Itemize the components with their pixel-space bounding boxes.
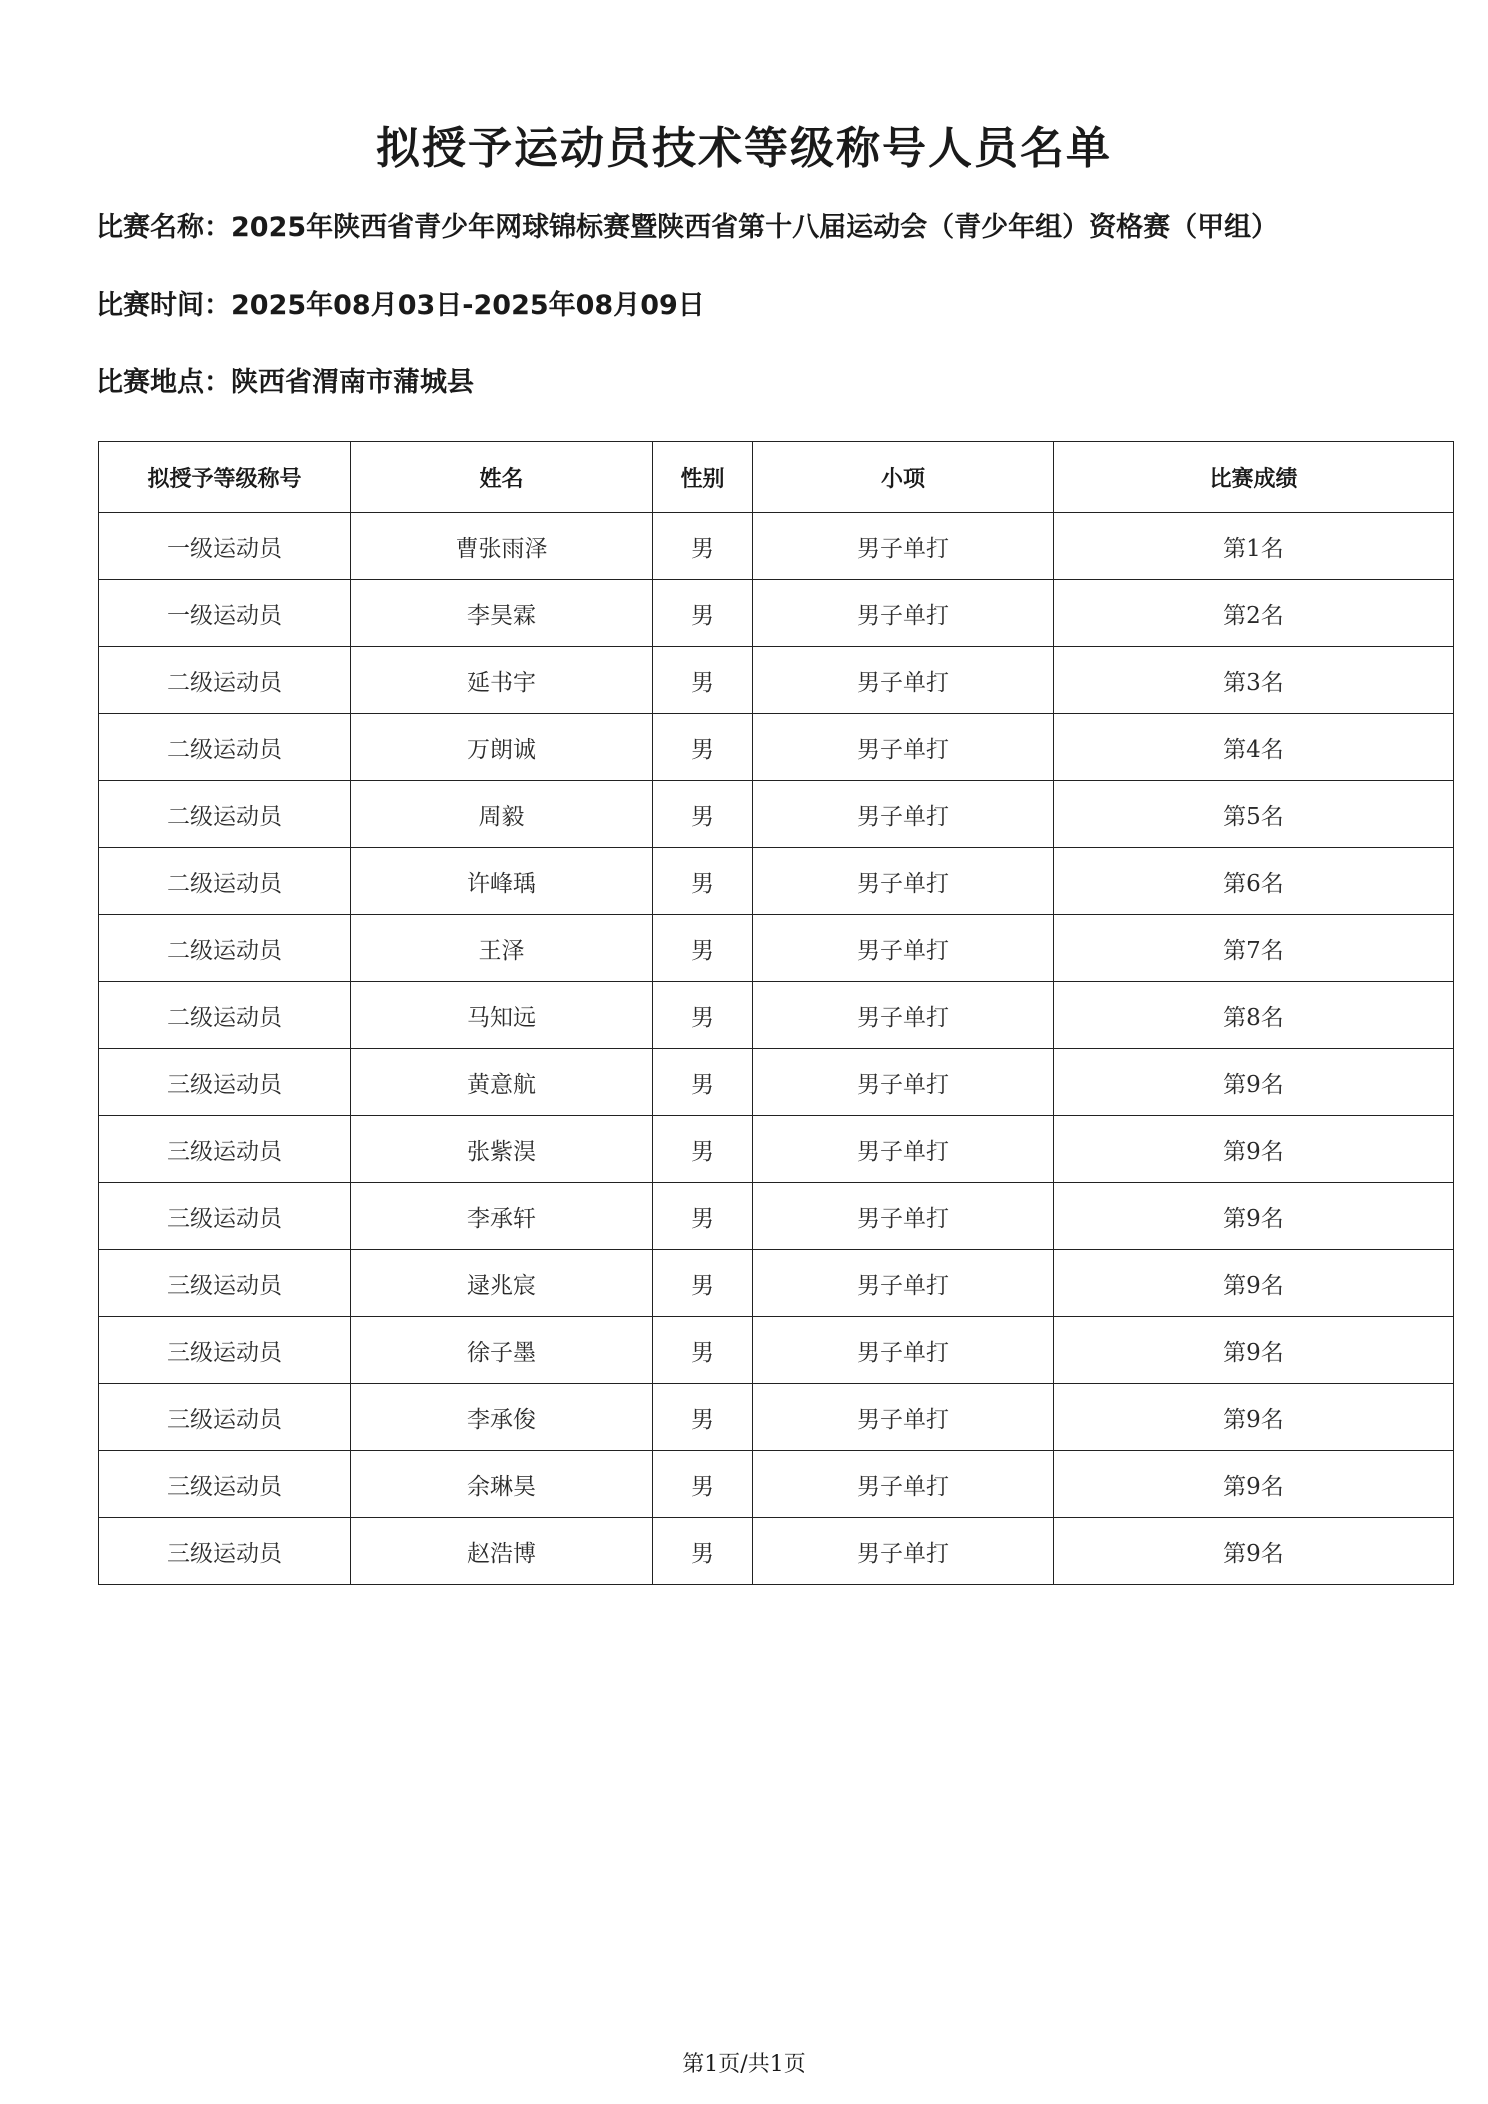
cell-event: 男子单打 [753, 781, 1054, 848]
table-row [99, 1049, 1454, 1116]
cell-event: 男子单打 [753, 848, 1054, 915]
cell-grade: 二级运动员 [99, 915, 351, 982]
cell-result: 第2名 [1054, 580, 1454, 647]
cell-name: 延书宇 [351, 647, 653, 714]
cell-name: 许峰瑀 [351, 848, 653, 915]
cell-event: 男子单打 [753, 915, 1054, 982]
cell-name: 李承俊 [351, 1384, 653, 1451]
cell-grade: 二级运动员 [99, 781, 351, 848]
cell-name: 李承轩 [351, 1183, 653, 1250]
competition-place: 比赛地点：陕西省渭南市蒲城县 [96, 367, 474, 398]
cell-event: 男子单打 [753, 1183, 1054, 1250]
cell-gender: 男 [653, 1317, 753, 1384]
cell-event: 男子单打 [753, 580, 1054, 647]
cell-grade: 一级运动员 [99, 580, 351, 647]
table-row [99, 848, 1454, 915]
cell-result: 第9名 [1054, 1317, 1454, 1384]
cell-grade: 三级运动员 [99, 1384, 351, 1451]
cell-result: 第7名 [1054, 915, 1454, 982]
cell-event: 男子单打 [753, 1250, 1054, 1317]
cell-event: 男子单打 [753, 714, 1054, 781]
cell-gender: 男 [653, 915, 753, 982]
table-row [99, 915, 1454, 982]
cell-name: 余琳昊 [351, 1451, 653, 1518]
cell-result: 第9名 [1054, 1250, 1454, 1317]
cell-event: 男子单打 [753, 1518, 1054, 1585]
cell-event: 男子单打 [753, 982, 1054, 1049]
cell-name: 周毅 [351, 781, 653, 848]
cell-event: 男子单打 [753, 1317, 1054, 1384]
cell-result: 第6名 [1054, 848, 1454, 915]
athlete-roster-table [98, 441, 1454, 1585]
header-gender: 性别 [653, 442, 753, 513]
cell-gender: 男 [653, 647, 753, 714]
document-title: 拟授予运动员技术等级称号人员名单 [376, 123, 1112, 174]
cell-name: 曹张雨泽 [351, 513, 653, 580]
cell-result: 第9名 [1054, 1049, 1454, 1116]
table-row [99, 982, 1454, 1049]
cell-result: 第9名 [1054, 1116, 1454, 1183]
cell-gender: 男 [653, 1250, 753, 1317]
cell-gender: 男 [653, 848, 753, 915]
competition-name: 比赛名称：2025年陕西省青少年网球锦标赛暨陕西省第十八届运动会（青少年组）资格赛（甲组） [96, 212, 1279, 243]
cell-name: 逯兆宸 [351, 1250, 653, 1317]
cell-result: 第1名 [1054, 513, 1454, 580]
cell-gender: 男 [653, 1183, 753, 1250]
cell-grade: 三级运动员 [99, 1518, 351, 1585]
cell-event: 男子单打 [753, 1451, 1054, 1518]
cell-name: 王泽 [351, 915, 653, 982]
table-row [99, 1451, 1454, 1518]
cell-gender: 男 [653, 1384, 753, 1451]
cell-grade: 三级运动员 [99, 1183, 351, 1250]
cell-result: 第9名 [1054, 1518, 1454, 1585]
cell-gender: 男 [653, 781, 753, 848]
cell-result: 第9名 [1054, 1451, 1454, 1518]
cell-event: 男子单打 [753, 647, 1054, 714]
cell-gender: 男 [653, 513, 753, 580]
cell-gender: 男 [653, 1049, 753, 1116]
cell-result: 第4名 [1054, 714, 1454, 781]
cell-grade: 二级运动员 [99, 647, 351, 714]
cell-name: 马知远 [351, 982, 653, 1049]
cell-grade: 一级运动员 [99, 513, 351, 580]
cell-event: 男子单打 [753, 513, 1054, 580]
cell-grade: 三级运动员 [99, 1250, 351, 1317]
table-row [99, 1116, 1454, 1183]
table-row [99, 580, 1454, 647]
table-row [99, 714, 1454, 781]
table-row [99, 781, 1454, 848]
cell-grade: 三级运动员 [99, 1049, 351, 1116]
cell-gender: 男 [653, 1518, 753, 1585]
table-row [99, 1250, 1454, 1317]
cell-result: 第5名 [1054, 781, 1454, 848]
table-row [99, 647, 1454, 714]
table-body [99, 513, 1454, 1585]
header-name: 姓名 [351, 442, 653, 513]
cell-grade: 二级运动员 [99, 982, 351, 1049]
page-indicator: 第1页/共1页 [682, 2052, 806, 2077]
cell-grade: 二级运动员 [99, 848, 351, 915]
cell-gender: 男 [653, 1116, 753, 1183]
cell-event: 男子单打 [753, 1384, 1054, 1451]
cell-gender: 男 [653, 982, 753, 1049]
cell-result: 第9名 [1054, 1183, 1454, 1250]
table-row [99, 1317, 1454, 1384]
cell-grade: 二级运动员 [99, 714, 351, 781]
cell-event: 男子单打 [753, 1049, 1054, 1116]
competition-time: 比赛时间：2025年08月03日-2025年08月09日 [96, 290, 705, 321]
cell-grade: 三级运动员 [99, 1317, 351, 1384]
cell-result: 第8名 [1054, 982, 1454, 1049]
cell-name: 黄意航 [351, 1049, 653, 1116]
cell-gender: 男 [653, 580, 753, 647]
cell-name: 万朗诚 [351, 714, 653, 781]
cell-gender: 男 [653, 714, 753, 781]
header-result: 比赛成绩 [1054, 442, 1454, 513]
table-row [99, 1518, 1454, 1585]
cell-event: 男子单打 [753, 1116, 1054, 1183]
cell-name: 张紫淏 [351, 1116, 653, 1183]
table-row [99, 1183, 1454, 1250]
cell-name: 赵浩博 [351, 1518, 653, 1585]
table-header-row [99, 442, 1454, 513]
table-row [99, 513, 1454, 580]
cell-gender: 男 [653, 1451, 753, 1518]
cell-result: 第3名 [1054, 647, 1454, 714]
table-row [99, 1384, 1454, 1451]
cell-name: 徐子墨 [351, 1317, 653, 1384]
cell-grade: 三级运动员 [99, 1116, 351, 1183]
cell-name: 李昊霖 [351, 580, 653, 647]
cell-result: 第9名 [1054, 1384, 1454, 1451]
header-grade: 拟授予等级称号 [99, 442, 351, 513]
header-event: 小项 [753, 442, 1054, 513]
cell-grade: 三级运动员 [99, 1451, 351, 1518]
